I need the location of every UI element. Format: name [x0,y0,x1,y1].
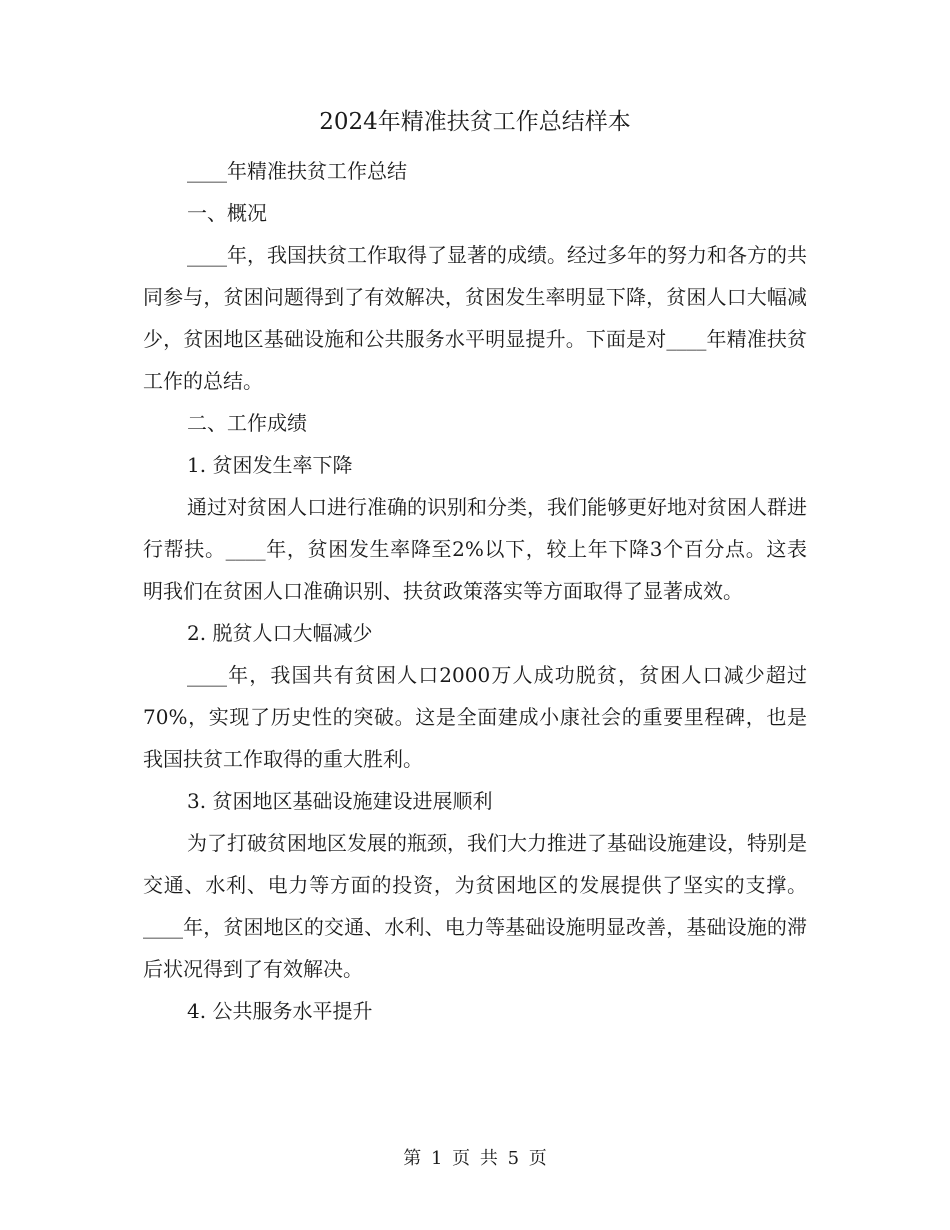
paragraph-infrastructure: 为了打破贫困地区发展的瓶颈，我们大力推进了基础设施建设，特别是交通、水利、电力等方面的投资，为贫困地区的发展提供了坚实的支撑。____年，贫困地区的交通、水利、电力等基础设施明显改善，基础设施的滞后状况得到了有效解决。 [143,831,807,981]
document-title: 2024年精准扶贫工作总结样本 [319,109,631,135]
section-heading-overview: 一、概况 [187,201,267,225]
subheading-public-services: 4. 公共服务水平提升 [187,999,373,1023]
paragraph-population-reduction: ____年，我国共有贫困人口2000万人成功脱贫，贫困人口减少超过70%，实现了历史性的突破。这是全面建成小康社会的重要里程碑，也是我国扶贫工作取得的重大胜利。 [143,663,807,771]
paragraph-poverty-rate: 通过对贫困人口进行准确的识别和分类，我们能够更好地对贫困人群进行帮扶。____年，贫困发生率降至2%以下，较上年下降3个百分点。这表明我们在贫困人口准确识别、扶贫政策落实等方面取得了显著成效。 [143,495,807,603]
subheading-population-reduction: 2. 脱贫人口大幅减少 [187,621,373,645]
page-footer: 第 1 页 共 5 页 [403,1148,547,1169]
document-body [143,150,807,1032]
subheading-infrastructure: 3. 贫困地区基础设施建设进展顺利 [187,789,493,813]
heading-annual-summary: ____年精准扶贫工作总结 [187,159,407,183]
paragraph-overview: ____年，我国扶贫工作取得了显著的成绩。经过多年的努力和各方的共同参与，贫困问题得到了有效解决，贫困发生率明显下降，贫困人口大幅减少，贫困地区基础设施和公共服务水平明显提升。下面是对____年精准扶贫工作的总结。 [143,243,807,393]
subheading-poverty-rate: 1. 贫困发生率下降 [187,453,353,477]
section-heading-achievements: 二、工作成绩 [187,411,307,435]
